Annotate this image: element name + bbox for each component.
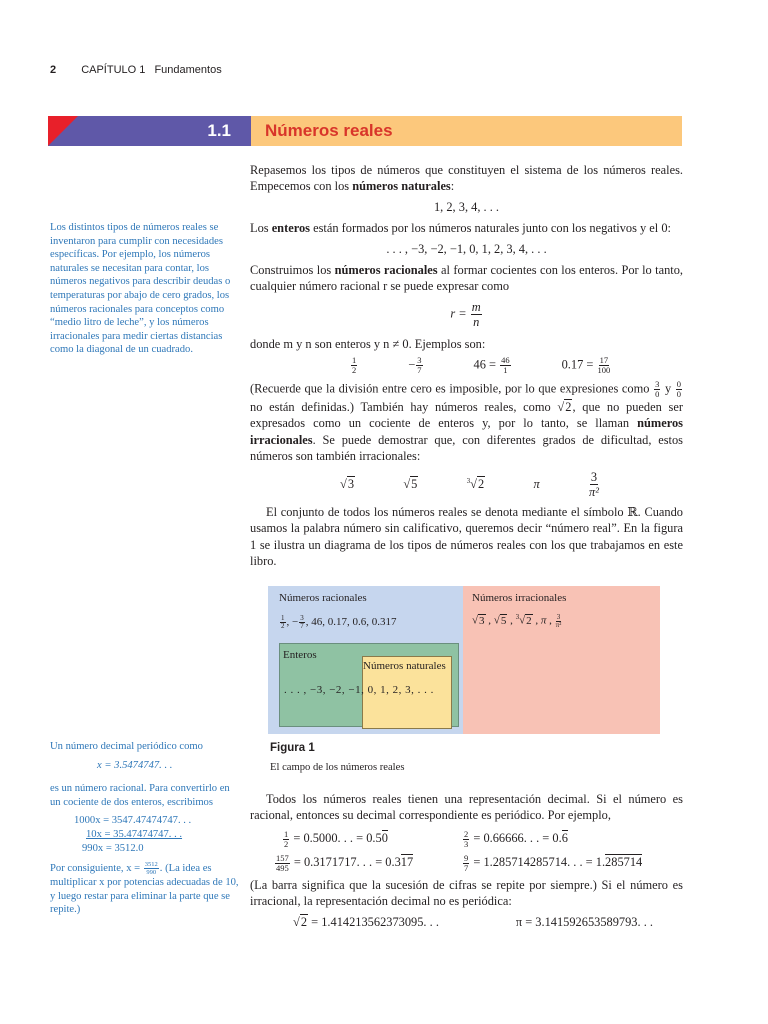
margin-note-line1: 1000x = 3547.47474747. . . <box>74 815 192 827</box>
p5-f2d: 0 <box>676 389 681 399</box>
rational-label: Números racionales <box>279 592 367 604</box>
example-46 <box>474 356 512 375</box>
example-017 <box>562 356 612 375</box>
irr-sqrt3: √3 <box>340 477 355 491</box>
p5-bold: números irracionales <box>250 416 683 447</box>
fig-frac-three-sevenths <box>299 615 305 630</box>
pi-decimal: π = 3.141592653589793. . . <box>515 915 653 929</box>
ex2-frac <box>500 356 511 375</box>
ex0-frac <box>351 356 357 375</box>
decimal-157-495 <box>274 850 454 874</box>
paragraph-integers <box>250 220 683 236</box>
margin-note-line3: 990x = 3512.0 <box>82 842 144 854</box>
dec1-eq: = 0.66666. . . = 0. <box>473 831 562 845</box>
ex1-d: 7 <box>417 365 422 375</box>
p1-end: : <box>450 179 455 194</box>
ex3-pre: 0.17 = <box>561 357 594 372</box>
fig-irr-b: 5 <box>500 614 507 627</box>
dec0-d: 2 <box>284 838 289 849</box>
frac-den: 990 <box>146 869 157 877</box>
real-numbers-diagram <box>268 586 660 734</box>
ex2-d: 1 <box>503 365 508 375</box>
section-title: Números reales <box>265 121 393 140</box>
figure-caption-text: El campo de los números reales <box>270 762 405 773</box>
margin-note-middle: es un número racional. Para convertirlo en un cociente de dos enteros, escribimos <box>50 783 230 808</box>
dec1-n: 2 <box>464 828 469 839</box>
paragraph-where: donde m y n son enteros y n ≠ 0. Ejemplos son: <box>250 337 486 351</box>
fig-irr-c: 2 <box>526 614 532 627</box>
paragraph-rationals <box>250 262 683 295</box>
dec0-eq: = 0.5000. . . = 0.5 <box>293 831 382 845</box>
irr-cbrt2: $^3$√2 <box>466 476 485 492</box>
irrational-label: Números irracionales <box>472 592 567 604</box>
section-number: 1.1 <box>207 121 231 140</box>
rational-examples <box>350 356 650 375</box>
p2-bold: enteros <box>271 221 310 235</box>
paragraph-real-set: El conjunto de todos los números reales se denota mediante el símbolo ℝ. Cuando usamos la palabra número sin calificativo, queremos decir “número real”. En la figura 1 se ilustra un diagrama de los tipos de números reales con los que trabajamos en este libro. <box>250 505 683 569</box>
dec1-frac <box>463 830 469 849</box>
example-half <box>350 356 358 375</box>
irr-3-over-pi2 <box>589 470 599 499</box>
dec0-n: 1 <box>284 828 289 839</box>
irr-c: 2 <box>477 477 485 492</box>
p5-c: no están definidas.) También hay números reales, como <box>250 400 558 414</box>
dec2-d: 495 <box>276 862 289 873</box>
paragraph-decimals: Todos los números reales tienen una representación decimal. Si el número es racional, entonces su decimal correspondiente es periódico. Por ejemplo, <box>250 792 683 823</box>
margin-note-concl-a: Por consiguiente, x = <box>50 863 141 875</box>
irr-sqrt5: √5 <box>403 477 418 491</box>
margin-note-repeating-decimal <box>50 740 240 917</box>
decimal-two-thirds <box>462 826 568 850</box>
decimal-row-1 <box>282 826 682 850</box>
margin-note-intro: Un número decimal periódico como <box>50 741 203 752</box>
irr-a: 3 <box>347 477 355 491</box>
ex3-frac <box>597 356 610 375</box>
p2-end: están formados por los números naturales junto con los negativos y el 0: <box>310 221 671 235</box>
decimal-half <box>282 826 462 850</box>
paragraph-irrationals: (Recuerde que la división entre cero es imposible, por lo que expresiones como $\frac{3}{0}$ y $\frac{0}{0}$ no están definidas.) También hay números reales, como √2, que no pueden ser expresados como un cociente de enteros y, por lo tanto, se llaman números irracionales. Se puede demostrar que, con diferentes grados de dificultad, estos números son también irracionales: <box>250 379 683 464</box>
dec3-d: 7 <box>464 862 469 873</box>
running-header <box>50 64 222 76</box>
ex0-d: 2 <box>352 365 357 375</box>
p3-text: Construimos los <box>250 263 335 277</box>
ex3-n: 17 <box>599 355 609 365</box>
p2-text: Los <box>250 221 272 235</box>
naturals-list: 1, 2, 3, 4, . . . <box>433 200 500 214</box>
irr-c-index: 3 <box>466 476 471 485</box>
p3-bold: números racionales <box>334 263 438 277</box>
p1-bold: números naturales <box>352 179 451 194</box>
irr-e-num: 3 <box>590 470 598 484</box>
p5-sqrt: 2 <box>565 400 572 414</box>
rational-examples-label: $\frac{1}{2}$ , − $\frac{3}{7}$ , 46, 0.17, 0.6, 0.317 <box>281 614 397 630</box>
p5-f1n: 3 <box>655 379 660 389</box>
fig-rational-values: , 46, 0.17, 0.6, 0.317 <box>305 616 397 629</box>
fig-irr-frac <box>556 614 562 629</box>
fig-irr-e-num: 3 <box>556 612 561 621</box>
page-number: 2 <box>50 64 57 76</box>
p5-frac1 <box>654 380 660 399</box>
r-fraction <box>471 300 482 329</box>
dec3-frac <box>463 854 469 873</box>
r-num: m <box>471 300 481 314</box>
ex1-pre: − <box>408 357 416 372</box>
irrational-examples-label: √3 , √5 , $^3$√2 , π , $\frac{3}{\text{π²}}$ <box>472 612 562 629</box>
p1-text: Repasemos los tipos de números que constituyen el sistema de los números reales. Empecemos con los <box>250 163 683 194</box>
fig-half-n: 1 <box>281 614 285 622</box>
r-den: n <box>473 315 480 329</box>
ex3-d: 100 <box>597 365 611 375</box>
fig-frac-half <box>280 615 286 630</box>
ex1-frac <box>416 356 422 375</box>
fig-irr-c-index: 3 <box>515 613 520 621</box>
p5-f2n: 0 <box>676 379 681 389</box>
irr-pi: π <box>533 477 540 491</box>
dec2-frac <box>275 854 290 873</box>
chapter-title: Fundamentos <box>154 64 222 76</box>
ex1-n: 3 <box>417 355 422 365</box>
sqrt2-decimal: √2 = 1.414213562373095. . . <box>293 915 439 929</box>
fig-irr-a: 3 <box>479 614 485 627</box>
decimal-nine-sevenths <box>462 850 642 874</box>
dec0-bar: 0 <box>381 831 388 845</box>
p5-e: . Se puede demostrar que, con diferentes grados de dificultad, estos números son también irracionales: <box>250 432 683 464</box>
irrational-decimals <box>293 915 653 930</box>
fig-37-d: 7 <box>300 622 304 630</box>
r-equals: r = <box>450 306 467 321</box>
sqrt2-val: = 1.414213562373095. . . <box>311 915 439 929</box>
margin-note-concl-b: . (La idea es multiplicar x por potencias adecuadas de 10, y luego restar para eliminar la parte que se repite.) <box>50 863 239 916</box>
example-neg-three-sevenths <box>408 356 423 375</box>
ex2-n: 46 <box>501 355 510 365</box>
dec3-n: 9 <box>464 852 469 863</box>
p5-f1d: 0 <box>655 389 660 399</box>
section-band <box>48 116 682 146</box>
dec2-eq: = 0.3171717. . . = 0.3 <box>293 855 401 869</box>
fig-half-d: 2 <box>281 622 285 630</box>
dec2-bar: 17 <box>400 855 414 869</box>
frac-num: 3512 <box>144 861 158 869</box>
figure-caption-title: Figura 1 <box>270 742 315 754</box>
decimal-row-2 <box>276 850 682 874</box>
chapter-label: CAPÍTULO 1 <box>81 64 146 76</box>
paragraph-bar-meaning: (La barra significa que la sucesión de cifras se repite por siempre.) Si el número es irracional, la representación decimal no es periódica: <box>250 878 683 909</box>
dec3-bar: 285714 <box>605 855 643 869</box>
dec0-frac <box>283 830 289 849</box>
ex2-pre: 46 = <box>473 357 496 372</box>
margin-note-line2: 10x = 35.47474747. . . <box>86 828 183 840</box>
p5-frac2 <box>676 380 682 399</box>
margin-note-conclusion <box>50 861 240 917</box>
irrational-numbers-region <box>463 586 660 734</box>
integers-examples-label: . . . , −3, −2, −1, 0, 1, 2, 3, . . . <box>284 684 434 696</box>
integers-label: Enteros <box>283 649 317 661</box>
irr-b: 5 <box>411 477 418 491</box>
margin-note-real-numbers: Los distintos tipos de números reales se inventaron para cumplir con necesidades específicas. Por ejemplo, los números naturales se necesitan para contar, los números negativos para describir deudas o temperaturas por abajo de cero grados, los números racionales para conceptos como “medio litro de leche”, y los números irracionales para medir ciertas distancias como la diagonal de un cuadrado. <box>50 222 231 356</box>
naturals-label: Números naturales <box>363 660 446 672</box>
fig-irr-e-den: π² <box>555 620 562 629</box>
p5-a: (Recuerde que la división entre cero es imposible, por lo que expresiones como <box>250 381 654 396</box>
margin-note-x: x = 3.5474747. . . <box>97 759 173 771</box>
decimal-examples <box>276 826 682 874</box>
integers-list: . . . , −3, −2, −1, 0, 1, 2, 3, 4, . . . <box>386 242 547 256</box>
sqrt2-rad: 2 <box>300 915 308 929</box>
margin-note-fraction <box>144 861 159 876</box>
fig-37-n: 3 <box>300 614 304 622</box>
paragraph-intro <box>250 162 683 195</box>
irr-e-den: π² <box>589 485 599 499</box>
p3-end: al formar cocientes con los enteros. Por lo tanto, cualquier número racional r se puede expresar como <box>250 263 683 294</box>
dec2-n: 157 <box>276 852 289 863</box>
dec3-eq: = 1.285714285714. . . = 1. <box>473 855 606 869</box>
ex0-n: 1 <box>352 355 357 365</box>
dec1-d: 3 <box>464 838 469 849</box>
p5-d: , que no pueden ser expresados como un cociente de enteros y, por lo tanto, se llaman <box>250 400 683 431</box>
rational-formula <box>250 300 683 329</box>
fig-neg: − <box>292 616 299 629</box>
fig-irr-pi: π <box>540 614 547 627</box>
irrational-examples <box>340 470 600 499</box>
p5-b: y <box>661 381 675 396</box>
dec1-bar: 6 <box>561 831 568 845</box>
